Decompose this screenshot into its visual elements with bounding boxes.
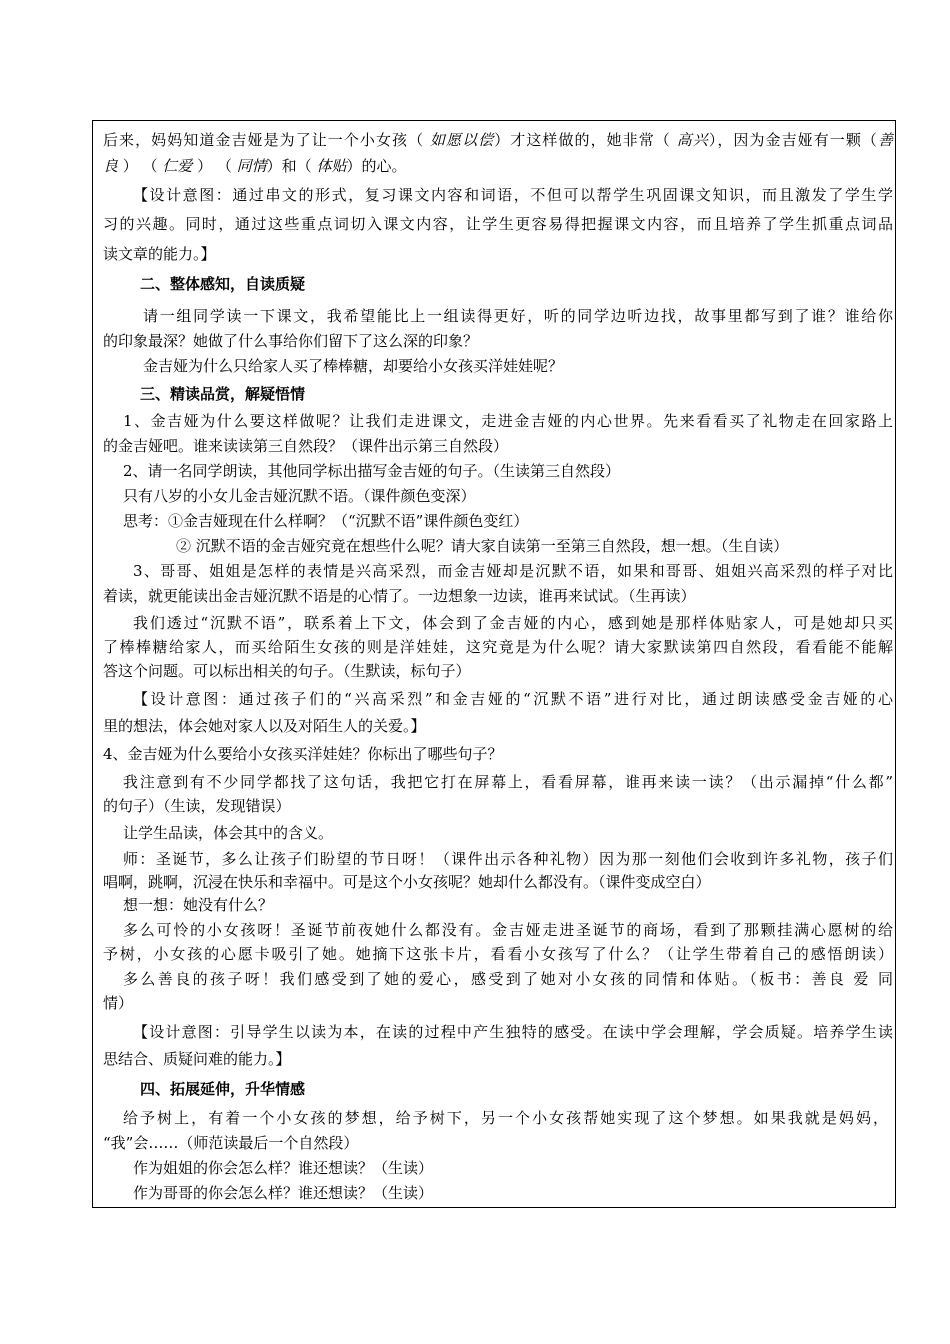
design-intent-line: 里的想法，体会她对家人以及对陌生人的关爱。】 bbox=[103, 717, 426, 735]
answer-text: 体贴 bbox=[316, 157, 347, 175]
answer-text: 如愿以偿 bbox=[429, 131, 495, 149]
text-line: 唱啊，跳啊，沉浸在快乐和幸福中。可是这个小女孩呢？她却什么都没有。（课件变成空白） bbox=[103, 873, 711, 891]
section-heading: 四、拓展延伸，升华情感 bbox=[140, 1080, 306, 1098]
text-line: 我们透过“沉默不语”，联系着上下文，体会到了金吉娅的内心，感到她是那样体贴家人，可是她却只买 bbox=[133, 614, 893, 632]
text-line: 金吉娅为什么只给家人买了棒棒糖，却要给小女孩买洋娃娃呢？ bbox=[143, 357, 564, 375]
answer-text: 良 bbox=[103, 157, 119, 175]
text-line: 多么善良的孩子呀！我们感受到了她的爱心，感受到了她对小女孩的同情和体贴。（板书：善良 爱 同 bbox=[123, 970, 893, 988]
design-intent-line: 【设计意图：引导学生以读为本，在读的过程中产生独特的感受。在读中学会理解，学会质疑。培养学生读 bbox=[133, 1023, 893, 1041]
text-line: 给予树上，有着一个小女孩的梦想，给予树下，另一个小女孩帮她实现了这个梦想。如果我就是妈妈， bbox=[123, 1109, 888, 1127]
text-line: 只有八岁的小女儿金吉娅沉默不语。（课件颜色变深） bbox=[123, 487, 476, 505]
text-line: 我注意到有不少同学都找了这句话，我把它打在屏幕上，看看屏幕，谁再来读一读？（出示漏掉“什么都” bbox=[123, 773, 893, 791]
section-heading: 二、整体感知，自读质疑 bbox=[140, 275, 306, 293]
text-line: 3、哥哥、姐姐是怎样的表情是兴高采烈，而金吉娅却是沉默不语，如果和哥哥、姐姐兴高采烈的样子对比 bbox=[133, 562, 893, 580]
answer-text: 仁爱 bbox=[162, 157, 193, 175]
text-line: ② 沉默不语的金吉娅究竟在想些什么呢？请大家自读第一至第三自然段，想一想。（生自读） bbox=[176, 537, 789, 555]
design-intent-line: 【设计意图：通过孩子们的“兴高采烈”和金吉娅的“沉默不语”进行对比，通过朗读感受金吉娅的心 bbox=[133, 690, 893, 708]
answer-text: 同情 bbox=[236, 157, 267, 175]
text-line: 请一组同学读一下课文，我希望能比上一组读得更好，听的同学边听边找，故事里都写到了谁？谁给你 bbox=[143, 307, 893, 325]
text-line: 着读，就更能读出金吉娅沉默不语是的心情了。一边想象一边读，谁再来试试。（生再读） bbox=[103, 587, 696, 605]
answer-text: 高兴 bbox=[676, 131, 709, 149]
text-line: 良 ） （ 仁爱 ） （ 同情）和（ 体贴）的心。 bbox=[103, 157, 407, 175]
text-line: 1、金吉娅为什么要这样做呢？让我们走进课文，走进金吉娅的内心世界。先来看看买了礼物走在回家路上 bbox=[123, 412, 893, 430]
design-intent-line: 读文章的能力。】 bbox=[103, 245, 216, 263]
text-line: 答这个问题。可以标出相关的句子。（生默读，标句子） bbox=[103, 662, 471, 680]
design-intent-line: 思结合、质疑问难的能力。】 bbox=[103, 1050, 291, 1068]
text-line: 后来，妈妈知道金吉娅是为了让一个小女孩（ 如愿以偿）才这样做的，她非常（ 高兴），因为金吉娅有一颗（善 bbox=[103, 131, 893, 149]
section-heading: 三、精读品赏，解疑悟情 bbox=[140, 385, 306, 403]
text-line: 4、金吉娅为什么要给小女孩买洋娃娃？你标出了哪些句子？ bbox=[103, 745, 503, 763]
text-line: 的金吉娅吧。谁来读读第三自然段？（课件出示第三自然段） bbox=[103, 437, 509, 455]
design-intent-line: 习的兴趣。同时，通过这些重点词切入课文内容，让学生更容易得把握课文内容，而且培养了学生抓重点词品 bbox=[103, 215, 893, 233]
text-line: 情） bbox=[103, 994, 134, 1012]
text-line: 2、请一名同学朗读，其他同学标出描写金吉娅的句子。（生读第三自然段） bbox=[123, 462, 621, 480]
text-line: “我”会……（师范读最后一个自然段） bbox=[103, 1134, 359, 1152]
text-line: 师：圣诞节，多么让孩子们盼望的节日呀！（课件出示各种礼物）因为那一刻他们会收到许多礼物，孩子们 bbox=[123, 850, 893, 868]
text-line: 了棒棒糖给家人，而买给陌生女孩的则是洋娃娃，这究竟是为什么呢？请大家默读第四自然段，看看能不能解 bbox=[103, 638, 893, 656]
text-line: 让学生品读，体会其中的含义。 bbox=[123, 824, 334, 842]
text-line: 的句子）（生读，发现错误） bbox=[103, 797, 291, 815]
answer-text: 善 bbox=[877, 131, 893, 149]
text-line: 思考：①金吉娅现在什么样啊？（“沉默不语”课件颜色变红） bbox=[123, 512, 529, 530]
design-intent-line: 【设计意图：通过串文的形式，复习课文内容和词语，不但可以帮学生巩固课文知识，而且激发了学生学 bbox=[133, 186, 893, 204]
text-line: 作为姐姐的你会怎么样？谁还想读？（生读） bbox=[133, 1159, 434, 1177]
text-line: 作为哥哥的你会怎么样？谁还想读？（生读） bbox=[133, 1184, 434, 1202]
text-line: 想一想：她没有什么？ bbox=[123, 896, 274, 914]
text-line: 予树，小女孩的心愿卡吸引了她。她摘下这张卡片，看看小女孩写了什么？（让学生带着自己的感悟朗读） bbox=[103, 945, 893, 963]
text-line: 的印象最深？她做了什么事给你们留下了这么深的印象？ bbox=[103, 332, 479, 350]
text-line: 多么可怜的小女孩呀！圣诞节前夜她什么都没有。金吉娅走进圣诞节的商场，看到了那颗挂满心愿树的给 bbox=[123, 921, 893, 939]
